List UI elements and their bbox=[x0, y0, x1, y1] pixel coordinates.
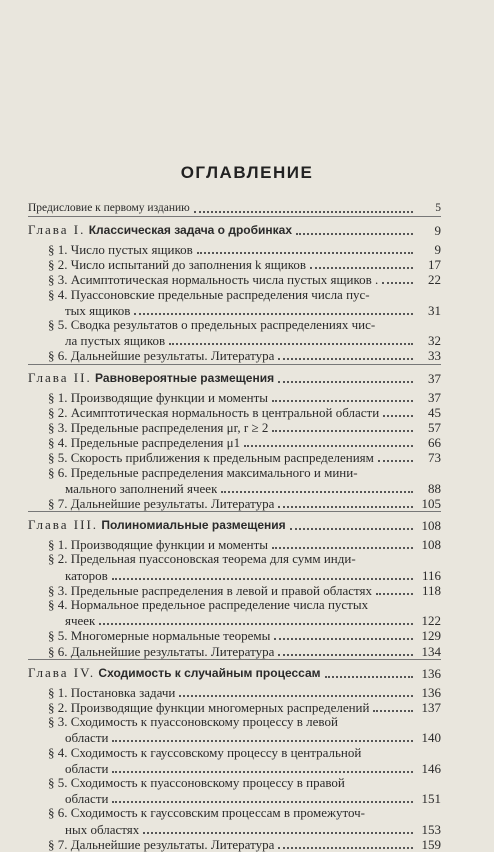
chapter-heading bbox=[28, 370, 441, 386]
section-entry-continuation: области bbox=[65, 730, 109, 746]
preface-entry-label bbox=[28, 201, 190, 216]
leader-dots bbox=[179, 695, 413, 697]
section-entry-page-number: 122 bbox=[421, 613, 441, 629]
section-entry-text: § 1. Постановка задачи bbox=[48, 684, 176, 700]
section-entry-line: § 6. Сходимость к гауссовским процессам в промежуточ- bbox=[48, 805, 366, 821]
section-entry bbox=[48, 271, 441, 287]
section-entry-line: § 6. Предельные распределения максимального и мини- bbox=[48, 464, 358, 480]
section-entry-text: § 2. Число испытаний до заполнения k ящиков bbox=[48, 257, 307, 273]
section-entry-label bbox=[48, 420, 268, 435]
section-entry-continuation: ных областях bbox=[65, 821, 140, 837]
section-entry-page-number: 136 bbox=[421, 684, 441, 700]
leader-dots bbox=[378, 460, 413, 462]
chapter-heading-page-number: 9 bbox=[434, 223, 441, 238]
chapter-divider bbox=[28, 659, 441, 660]
section-entry bbox=[48, 643, 441, 659]
leader-dots bbox=[112, 740, 413, 742]
leader-dots bbox=[221, 491, 413, 493]
section-entry bbox=[48, 419, 441, 435]
section-entry bbox=[48, 836, 441, 852]
chapter-title: Равновероятные размещения bbox=[95, 370, 275, 385]
section-entry bbox=[48, 449, 441, 465]
section-entry-continuation: каторов bbox=[65, 567, 108, 583]
section-entry-label bbox=[48, 390, 268, 405]
section-entry-continuation: ла пустых ящиков bbox=[65, 333, 166, 349]
chapter-heading bbox=[28, 517, 441, 533]
section-entry bbox=[65, 302, 441, 318]
section-entry-page-number: 129 bbox=[421, 628, 441, 644]
preface-label-text: Предисловие к первому изданию bbox=[28, 202, 190, 214]
section-entry-continuation: тых ящиков bbox=[65, 302, 131, 318]
section-entry-line: § 4. Сходимость к гауссовскому процессу в центральной bbox=[48, 744, 362, 760]
chapter-prefix: Глава IV. bbox=[28, 664, 96, 680]
section-entry-line: § 4. Пуассоновские предельные распределения числа пус- bbox=[48, 286, 370, 302]
section-entry-page-number: 57 bbox=[428, 420, 441, 435]
chapter-heading-label bbox=[28, 665, 321, 681]
chapter-heading bbox=[28, 665, 441, 681]
section-entry-label bbox=[65, 568, 108, 583]
section-entry bbox=[48, 536, 441, 552]
section-entry-label bbox=[48, 257, 306, 272]
chapter-title: Классическая задача о дробинках bbox=[88, 223, 293, 237]
leader-dots bbox=[310, 267, 413, 269]
chapter-divider bbox=[28, 216, 441, 217]
leader-dots bbox=[296, 233, 413, 235]
leader-dots bbox=[194, 211, 413, 213]
section-entry-page-number: 151 bbox=[421, 791, 441, 807]
section-entry-label bbox=[48, 272, 378, 287]
chapter-divider bbox=[28, 511, 441, 512]
section-entry-label bbox=[65, 822, 139, 837]
leader-dots bbox=[272, 430, 413, 432]
section-entry-text: § 3. Асимптотическая нормальность числа пустых ящиков . bbox=[48, 272, 379, 288]
section-entry bbox=[65, 729, 441, 745]
section-entry bbox=[48, 347, 441, 363]
leader-dots bbox=[272, 547, 413, 549]
section-entry-page-number: 137 bbox=[421, 700, 441, 715]
section-entry-text: § 5. Многомерные нормальные теоремы bbox=[48, 628, 271, 644]
section-entry-page-number: 153 bbox=[421, 821, 441, 837]
chapter-title: Сходимость к случайным процессам bbox=[98, 665, 321, 680]
section-entry-label bbox=[48, 644, 274, 659]
section-entry-label bbox=[65, 333, 165, 348]
section-entry-page-number: 66 bbox=[428, 435, 441, 451]
chapter-title: Полиномиальные размещения bbox=[101, 518, 286, 533]
section-entry-text: § 2. Асимптотическая нормальность в центральной области bbox=[48, 404, 380, 420]
section-entry-label bbox=[48, 837, 274, 852]
section-entry-page-number: 105 bbox=[421, 496, 441, 511]
section-entry-page-number: 31 bbox=[428, 302, 441, 318]
section-entry-text: § 7. Дальнейшие результаты. Литература bbox=[48, 496, 275, 511]
leader-dots bbox=[244, 445, 413, 447]
leader-dots bbox=[373, 710, 413, 712]
chapter-heading-label bbox=[28, 222, 292, 238]
leader-dots bbox=[325, 676, 413, 678]
chapter-heading bbox=[28, 222, 441, 238]
section-entry-line: § 2. Предельная пуассоновская теорема для сумм инди- bbox=[48, 551, 356, 567]
section-entry-label bbox=[48, 700, 369, 715]
section-entry-text: § 3. Предельные распределения μr, r ≥ 2 bbox=[48, 420, 269, 435]
section-entry bbox=[48, 241, 441, 257]
section-entry-page-number: 9 bbox=[434, 242, 441, 257]
section-entry-label bbox=[65, 791, 108, 806]
section-entry-label bbox=[48, 450, 374, 465]
section-entry bbox=[48, 684, 441, 700]
section-entry-label bbox=[48, 537, 268, 552]
section-entry-text: § 1. Число пустых ящиков bbox=[48, 242, 193, 257]
leader-dots bbox=[99, 623, 413, 625]
preface-entry bbox=[28, 200, 441, 216]
section-entry-continuation: мального заполнений ячеек bbox=[65, 480, 218, 496]
section-entry-page-number: 73 bbox=[428, 450, 441, 466]
section-entry bbox=[48, 404, 441, 420]
section-entry-page-number: 45 bbox=[428, 404, 441, 420]
section-entry bbox=[65, 612, 441, 628]
leader-dots bbox=[112, 578, 413, 580]
chapter-prefix: Глава II. bbox=[28, 369, 92, 385]
section-entry-text: § 5. Скорость приближения к предельным распределениям bbox=[48, 450, 374, 466]
chapter-prefix: Глава III. bbox=[28, 517, 99, 533]
chapter-heading-page-number: 136 bbox=[421, 665, 441, 681]
section-entry bbox=[48, 434, 441, 450]
chapter-heading-page-number: 37 bbox=[428, 370, 441, 386]
section-entry-text: § 1. Производящие функции и моменты bbox=[48, 389, 269, 405]
section-entry-text: § 4. Предельные распределения μ1 bbox=[48, 435, 241, 451]
section-entry bbox=[48, 627, 441, 643]
leader-dots bbox=[376, 593, 413, 595]
section-entry-label bbox=[48, 496, 274, 511]
section-entry bbox=[48, 582, 441, 598]
leader-dots bbox=[274, 638, 413, 640]
chapter-heading-page-number: 108 bbox=[421, 518, 441, 534]
section-entry-text: § 7. Дальнейшие результаты. Литература bbox=[48, 836, 275, 852]
leader-dots bbox=[290, 528, 413, 530]
leader-dots bbox=[278, 847, 413, 849]
section-entry-page-number: 116 bbox=[421, 567, 441, 583]
section-entry-text: § 6. Дальнейшие результаты. Литература bbox=[48, 348, 275, 364]
section-entry-label bbox=[65, 303, 130, 318]
leader-dots bbox=[169, 343, 413, 345]
section-entry-text: § 3. Предельные распределения в левой и правой областях bbox=[48, 582, 373, 598]
section-entry-page-number: 33 bbox=[428, 348, 441, 364]
section-entry-page-number: 88 bbox=[428, 480, 441, 496]
leader-dots bbox=[272, 400, 413, 402]
chapter-heading-label bbox=[28, 517, 286, 533]
chapter-divider bbox=[28, 364, 441, 365]
section-entry-label bbox=[65, 730, 108, 745]
section-entry-label bbox=[48, 685, 175, 700]
section-entry-line: § 5. Сводка результатов о предельных распределениях чис- bbox=[48, 317, 376, 332]
section-entry-text: § 1. Производящие функции и моменты bbox=[48, 537, 269, 553]
section-entry bbox=[48, 495, 441, 511]
section-entry-label bbox=[48, 435, 240, 450]
section-entry-page-number: 159 bbox=[421, 836, 441, 852]
section-entry bbox=[65, 480, 441, 496]
leader-dots bbox=[278, 381, 413, 383]
section-entry-page-number: 118 bbox=[421, 582, 441, 598]
leader-dots bbox=[143, 832, 413, 834]
section-entry-text: § 2. Производящие функции многомерных распределений bbox=[48, 700, 370, 715]
leader-dots bbox=[197, 252, 413, 254]
section-entry-line: § 5. Сходимость к пуассоновскому процессу в правой bbox=[48, 775, 345, 790]
section-entry bbox=[48, 256, 441, 272]
leader-dots bbox=[134, 313, 413, 315]
section-entry-page-number: 22 bbox=[428, 272, 441, 288]
section-entry-label bbox=[65, 613, 95, 628]
section-entry bbox=[65, 332, 441, 348]
section-entry-page-number: 140 bbox=[421, 730, 441, 746]
section-entry-label bbox=[48, 583, 372, 598]
section-entry-page-number: 17 bbox=[428, 257, 441, 273]
section-entry-page-number: 134 bbox=[421, 643, 441, 659]
section-entry-page-number: 37 bbox=[428, 389, 441, 405]
leader-dots bbox=[278, 654, 413, 656]
leader-dots bbox=[112, 801, 413, 803]
section-entry bbox=[65, 821, 441, 837]
chapter-heading-label bbox=[28, 370, 274, 386]
section-entry bbox=[48, 389, 441, 405]
section-entry-page-number: 32 bbox=[428, 333, 441, 349]
leader-dots bbox=[383, 415, 413, 417]
section-entry bbox=[65, 760, 441, 776]
section-entry bbox=[65, 567, 441, 583]
section-entry-label bbox=[48, 242, 193, 257]
section-entry-line: § 4. Нормальное предельное распределение числа пустых bbox=[48, 597, 369, 612]
section-entry-page-number: 146 bbox=[421, 760, 441, 776]
section-entry-line: § 3. Сходимость к пуассоновскому процессу в левой bbox=[48, 714, 338, 730]
leader-dots bbox=[382, 282, 413, 284]
section-entry-page-number: 108 bbox=[421, 537, 441, 553]
section-entry-text: § 6. Дальнейшие результаты. Литература bbox=[48, 643, 275, 659]
section-entry-continuation: области bbox=[65, 791, 109, 807]
section-entry-label bbox=[48, 405, 379, 420]
leader-dots bbox=[112, 771, 413, 773]
preface-entry-page-number: 5 bbox=[435, 202, 441, 214]
section-entry-continuation: области bbox=[65, 760, 109, 776]
section-entry bbox=[48, 699, 441, 715]
section-entry-label bbox=[65, 481, 217, 496]
section-entry-continuation: ячеек bbox=[65, 613, 96, 629]
section-entry-label bbox=[48, 348, 274, 363]
section-entry-label bbox=[65, 761, 108, 776]
section-entry-label bbox=[48, 628, 270, 643]
leader-dots bbox=[278, 506, 413, 508]
leader-dots bbox=[278, 358, 413, 360]
page-title: ОГЛАВЛЕНИЕ bbox=[180, 163, 314, 182]
section-entry bbox=[65, 790, 441, 806]
chapter-prefix: Глава I. bbox=[28, 222, 86, 237]
